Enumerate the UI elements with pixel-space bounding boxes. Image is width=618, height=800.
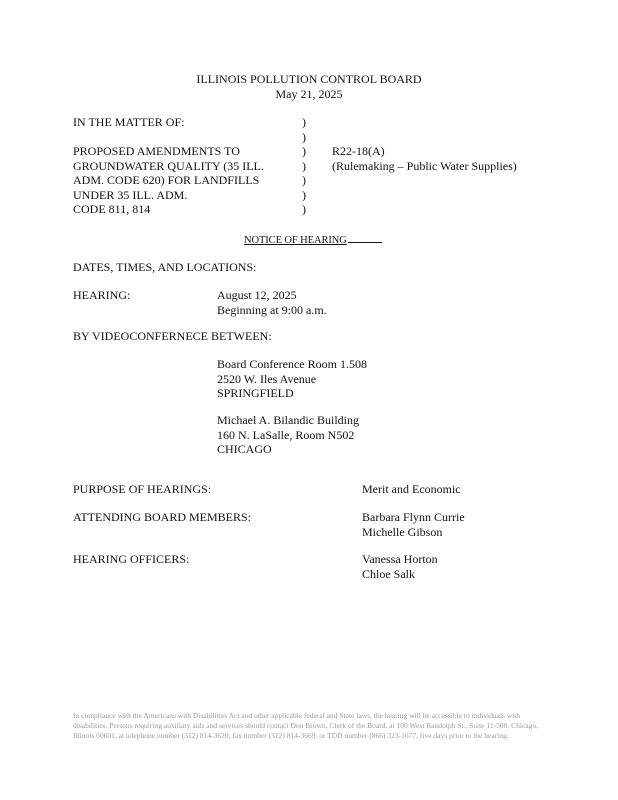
caption-title-line: GROUNDWATER QUALITY (35 ILL. — [73, 158, 264, 173]
caption-paren: ) — [302, 129, 306, 144]
caption-paren: ) — [302, 144, 306, 158]
caption-title-line: ADM. CODE 620) FOR LANDFILLS — [73, 173, 260, 187]
caption-paren: ) — [302, 202, 306, 216]
caption-paren: ) — [302, 173, 306, 187]
docket-type: (Rulemaking – Public Water Supplies) — [332, 158, 517, 173]
hearing-officer-name: Chloe Salk — [362, 566, 415, 581]
location-name: Board Conference Room 1.508 — [217, 357, 367, 371]
caption-paren: ) — [302, 115, 306, 129]
hearing-label: HEARING: — [73, 288, 131, 302]
dates-label: DATES, TIMES, AND LOCATIONS: — [73, 260, 257, 274]
location-springfield — [217, 357, 367, 401]
location-address: 160 N. LaSalle, Room N502 — [217, 427, 355, 442]
hearing-details — [217, 288, 327, 317]
purpose-label: PURPOSE OF HEARINGS: — [73, 482, 212, 496]
hearing-officers-list — [362, 552, 438, 581]
notice-title — [244, 232, 382, 248]
notice-underline — [348, 232, 382, 243]
purpose-value: Merit and Economic — [362, 482, 461, 496]
videoconference-label: BY VIDEOCONFERNECE BETWEEN: — [73, 329, 272, 343]
hearing-date: August 12, 2025 — [217, 288, 297, 302]
location-city: CHICAGO — [217, 442, 272, 456]
location-chicago — [217, 413, 359, 457]
location-city: SPRINGFIELD — [217, 386, 294, 400]
ada-compliance-footer: In compliance with the Americans with Disabilities Act and other applicable federal and State laws, the hearing will be accessible to individuals with disabilities. Persons requiring auxiliary aids and services should contact Don Brown, Clerk of the Board, at 100 West Randolph St., Suite 11-500, Chicago, Illinois 60601, at telephone number (312) 814-3620, fax number (312) 814-3669, or TDD number (866) 323-1677, five days prior to the hearing. — [73, 711, 538, 740]
caption-title-line: PROPOSED AMENDMENTS TO — [73, 144, 240, 158]
document-date: May 21, 2025 — [275, 86, 343, 101]
hearing-officers-label: HEARING OFFICERS: — [73, 552, 190, 566]
hearing-time: Beginning at 9:00 a.m. — [217, 302, 327, 317]
location-name: Michael A. Bilandic Building — [217, 413, 359, 427]
caption-paren: ) — [302, 158, 306, 173]
board-member-name: Michelle Gibson — [362, 524, 443, 539]
caption-docket — [332, 144, 517, 173]
board-member-name: Barbara Flynn Currie — [362, 510, 465, 524]
document-header — [0, 72, 618, 101]
caption-title-line: CODE 811, 814 — [73, 202, 151, 216]
caption-paren: ) — [302, 187, 306, 202]
board-members-list — [362, 510, 465, 539]
agency-name: ILLINOIS POLLUTION CONTROL BOARD — [196, 72, 422, 86]
board-members-label: ATTENDING BOARD MEMBERS: — [73, 510, 252, 524]
caption-parentheses — [302, 115, 306, 217]
matter-blank — [73, 130, 264, 145]
location-address: 2520 W. Iles Avenue — [217, 371, 317, 386]
case-caption-title — [73, 115, 264, 217]
docket-number: R22-18(A) — [332, 144, 385, 158]
hearing-officer-name: Vanessa Horton — [362, 552, 438, 566]
notice-title-text: NOTICE OF HEARING — [244, 235, 347, 246]
matter-label: IN THE MATTER OF: — [73, 115, 185, 129]
caption-title-line: UNDER 35 ILL. ADM. — [73, 187, 188, 202]
